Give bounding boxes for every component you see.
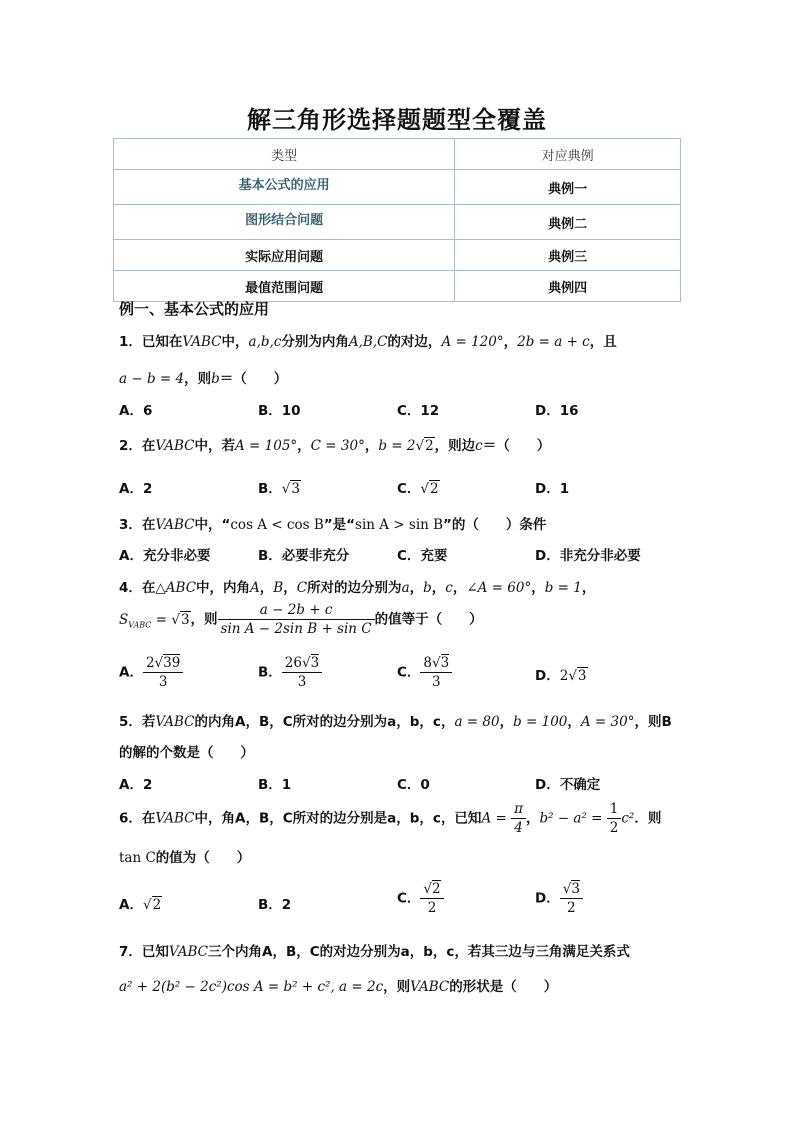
q3-text: 中，“ (194, 517, 231, 533)
q6-condition: b² − a² = (539, 810, 607, 827)
table-cell-example: 典例一 (455, 170, 681, 205)
q6-fraction: $\frac{\pi}{4}$ (511, 800, 526, 837)
q4-side: b (423, 580, 432, 596)
q3-option-a: A．充分非必要 (119, 548, 211, 564)
q5-option-b: B．1 (258, 777, 292, 793)
q5-sep: ， (499, 714, 514, 730)
q2-option-c: C．√2 (397, 481, 439, 497)
q3-option-d: D．非充分非必要 (535, 548, 641, 564)
q4-area: $S_{VABC}$ = (119, 611, 172, 630)
q5-text: 所对的边分别为 (292, 714, 388, 730)
q2-sep: ， (364, 438, 379, 454)
q7-triangle: VABC (410, 979, 450, 995)
q2-sep: ， (297, 438, 311, 454)
q1-angles: A,B,C (348, 334, 388, 350)
q5-variable: B (661, 714, 672, 730)
q4-sep: ， (581, 580, 596, 596)
q4-sep: ， (452, 580, 467, 596)
q4-option-a: A． $\frac{2√39}{3}$ (119, 654, 183, 691)
q2-option-d: D．1 (535, 481, 570, 497)
q6-angles: A，B，C (235, 810, 293, 827)
q1-sides: a,b,c (248, 334, 282, 350)
q7-triangle: VABC (168, 944, 208, 960)
q5-condition: b = 100 (513, 714, 568, 730)
q7-text: 的形状是（ ） (449, 979, 558, 995)
q6-expression: tan C (119, 850, 156, 866)
q4-condition: b = 1 (544, 580, 582, 596)
section-title: 例一、基本公式的应用 (119, 300, 270, 318)
q3-condition: cos A < cos B (230, 517, 324, 533)
question-1-line-2 (119, 367, 287, 387)
table-header-cell: 对应典例 (455, 139, 681, 170)
q6-condition: A = (481, 810, 512, 827)
q2-text: ＝（ ） (482, 438, 551, 454)
type-table (113, 138, 681, 302)
q4-sep: ， (283, 580, 297, 596)
question-5-line-2: 的解的个数是（ ） (119, 745, 254, 761)
question-4-line-2 (119, 601, 483, 638)
q6-triangle: VABC (155, 810, 195, 827)
q6-option-a: A．√2 (119, 897, 162, 913)
q3-text: ”是“ (323, 517, 356, 533)
q1-text: 的对边， (387, 334, 442, 350)
q5-text: 的内角 (194, 714, 235, 730)
q6-option-b: B．2 (258, 897, 292, 913)
q2-condition: C = 30° (310, 438, 365, 454)
q4-fraction: $\frac{a - 2b + c}{\text{sin A − 2sin B + sin C}}$ (218, 601, 375, 638)
q4-sep: ， (531, 580, 545, 596)
question-7-line-2 (119, 975, 557, 995)
q1-text: 中， (221, 334, 249, 350)
q1-label: 1．已知在 (119, 334, 183, 350)
q5-option-a: A．2 (119, 777, 153, 793)
q6-condition: c² (621, 810, 635, 827)
question-5-line-1 (119, 710, 672, 730)
q1-option-a: A．6 (119, 403, 153, 419)
q3-label: 3．在 (119, 517, 156, 533)
q2-label: 2．在 (119, 438, 156, 454)
q3-condition: sin A > sin B (355, 517, 444, 533)
q7-label: 7．已知 (119, 944, 169, 960)
question-1-line-1 (119, 330, 617, 350)
q6-text: ．则 (634, 810, 662, 827)
table-row (114, 205, 681, 240)
q6-sides: a，b，c (387, 810, 441, 827)
q5-sides: a，b，c (387, 714, 441, 730)
q1-sep: ，且 (589, 334, 617, 350)
q5-label: 5．若 (119, 714, 156, 730)
q6-text: 所对的边分别是 (292, 810, 388, 827)
q4-sep: ， (259, 580, 274, 596)
q1-option-c: C．12 (397, 403, 440, 419)
q1-text: 分别为内角 (281, 334, 349, 350)
q4-condition: ∠A = 60° (466, 580, 532, 596)
q2-text: ，则边 (434, 438, 476, 454)
q4-angle: B (273, 580, 284, 596)
q5-triangle: VABC (155, 714, 195, 730)
table-cell-type-link[interactable]: 图形结合问题 (114, 205, 455, 240)
q6-option-c: C． $\frac{√2}{2}$ (397, 880, 444, 917)
q1-condition: a − b = 4 (119, 371, 185, 387)
q5-sep: ， (567, 714, 581, 730)
q4-sep: ， (409, 580, 424, 596)
q7-text: 的对边分别为 (319, 944, 401, 960)
q7-expression: a² + 2(b² − 2c²)cos A = b² + c², a = 2c (119, 979, 384, 995)
table-cell-example: 典例三 (455, 240, 681, 271)
q4-text: 所对的边分别为 (307, 580, 402, 596)
table-row (114, 271, 681, 302)
q6-text: 的值为（ ） (155, 850, 251, 866)
q4-option-c: C． $\frac{8√3}{3}$ (397, 654, 452, 691)
q2-radical: √2 (415, 438, 434, 454)
question-2 (119, 434, 550, 454)
q7-text: ，若其三边与三角满足关系式 (454, 944, 630, 960)
q2-condition: b = 2 (378, 438, 416, 454)
q4-sep: ， (431, 580, 446, 596)
q2-triangle: VABC (155, 438, 195, 454)
q5-option-c: C．0 (397, 777, 430, 793)
q3-text: ”的（ ）条件 (443, 517, 547, 533)
q1-option-d: D．16 (535, 403, 579, 419)
q2-variable: c (475, 438, 483, 454)
q6-text: 中，角 (194, 810, 235, 827)
q4-triangle: △ABC (155, 580, 197, 596)
q5-angles: A，B，C (235, 714, 293, 730)
question-4-line-1 (119, 576, 595, 596)
question-6-line-2 (119, 846, 250, 866)
q1-text: ，则 (184, 371, 212, 387)
q2-condition: A = 105° (235, 438, 298, 454)
q4-text: 中，内角 (196, 580, 251, 596)
q2-text: 中，若 (194, 438, 235, 454)
q4-option-d: D．2√3 (535, 668, 587, 684)
q3-option-c: C．充要 (397, 548, 448, 564)
table-row (114, 170, 681, 205)
q4-text: ，则 (190, 611, 218, 628)
q6-option-d: D． $\frac{√3}{2}$ (535, 880, 583, 917)
q6-label: 6．在 (119, 810, 156, 827)
q7-sides: a，b，c (400, 944, 455, 960)
q1-condition: A = 120° (441, 334, 504, 350)
q7-text: ，则 (383, 979, 411, 995)
q6-fraction: $\frac{1}{2}$ (607, 800, 622, 837)
table-row (114, 240, 681, 271)
q5-condition: A = 30° (580, 714, 635, 730)
q4-area-radical: √3 (171, 611, 190, 628)
q5-sep: ， (440, 714, 455, 730)
table-header-row (114, 139, 681, 170)
q3-triangle: VABC (155, 517, 195, 533)
table-header-cell: 类型 (114, 139, 455, 170)
q1-text: ＝（ ） (219, 371, 288, 387)
q4-angle: A (250, 580, 260, 596)
table-cell-example: 典例四 (455, 271, 681, 302)
q6-sep: ， (525, 810, 540, 827)
q7-text: 三个内角 (208, 944, 262, 960)
q2-option-b: B．√3 (258, 481, 300, 497)
q1-triangle: VABC (182, 334, 222, 350)
q4-option-b: B． $\frac{26√3}{3}$ (258, 654, 322, 691)
q5-condition: a = 80 (454, 714, 500, 730)
q4-side: a (401, 580, 410, 596)
table-cell-type: 实际应用问题 (114, 240, 455, 271)
q1-sep: ， (503, 334, 518, 350)
question-3 (119, 513, 546, 533)
q3-option-b: B．必要非充分 (258, 548, 350, 564)
q4-label: 4．在 (119, 580, 156, 596)
question-6-line-1 (119, 800, 661, 837)
q1-variable: b (211, 371, 220, 387)
q7-angles: A，B，C (262, 944, 320, 960)
question-7-line-1 (119, 940, 630, 960)
q1-option-b: B．10 (258, 403, 301, 419)
q1-condition: 2b = a + c (517, 334, 590, 350)
table-cell-example: 典例二 (455, 205, 681, 240)
page-title: 解三角形选择题题型全覆盖 (247, 106, 547, 134)
table-cell-type-link[interactable]: 基本公式的应用 (114, 170, 455, 205)
q4-text: 的值等于（ ） (374, 611, 483, 628)
q6-text: ，已知 (440, 810, 482, 827)
q4-side: c (445, 580, 453, 596)
q4-angle: C (296, 580, 308, 596)
table-cell-type: 最值范围问题 (114, 271, 455, 302)
q5-option-d: D．不确定 (535, 777, 601, 793)
q2-option-a: A．2 (119, 481, 153, 497)
q5-text: ，则 (634, 714, 662, 730)
